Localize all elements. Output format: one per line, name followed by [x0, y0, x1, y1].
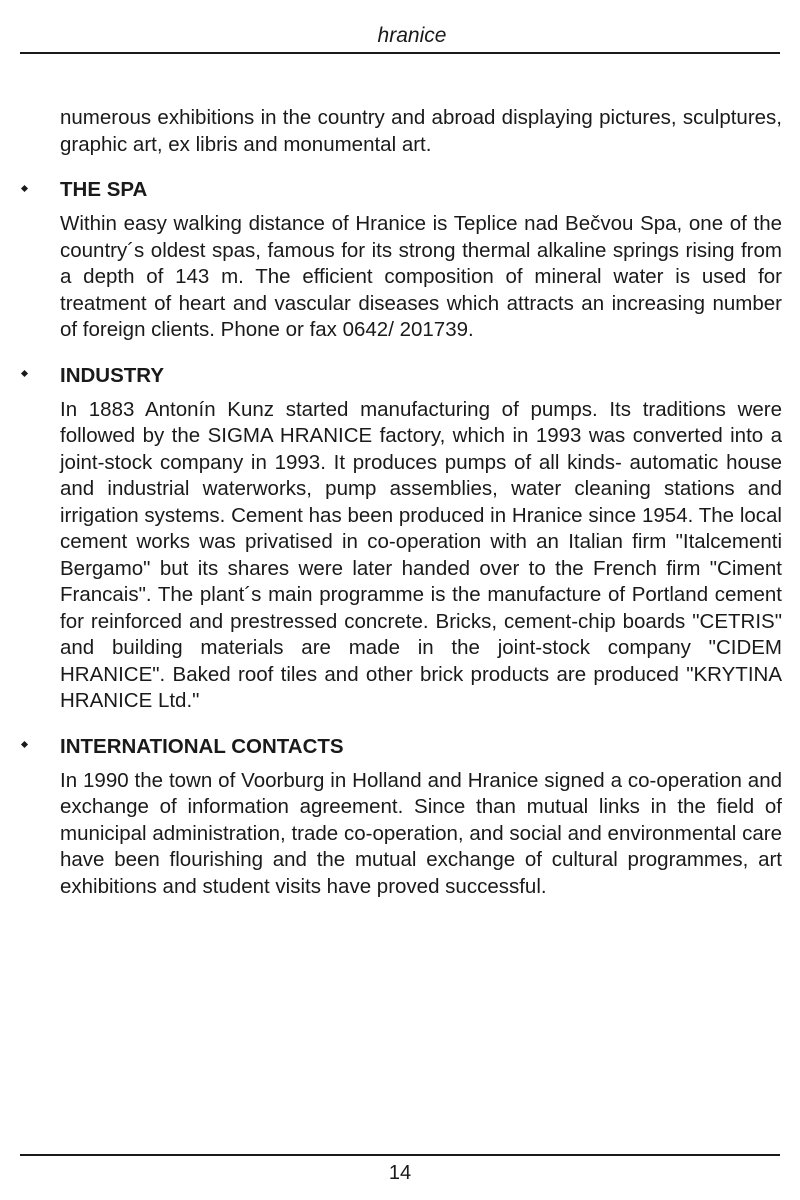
running-head-title: hranice — [377, 24, 447, 47]
page-header — [20, 22, 780, 54]
section-the-spa — [60, 177, 782, 344]
section-heading: INTERNATIONAL CONTACTS — [60, 734, 344, 758]
diamond-bullet-icon — [20, 370, 28, 378]
section-paragraph: In 1883 Antonín Kunz started manufacturing of pumps. Its traditions were followed by the SIGMA HRANICE factory, which in 1993 was converted into a joint-stock company in 1993. It produces pumps of all kinds- automatic house and industrial waterworks, pump assemblies, water cleaning stations and irrigation systems. Cement has been produced in Hranice since 1954. The local cement works was privatised in co-operation with an Italian firm "Italcementi Bergamo" but its shares were later handed over to the French firm "Ciment Francais". The plant´s main programme is the manufacture of Portland cement for reinforced and prestressed concrete. Bricks, cement-chip boards "CETRIS" and building materials are made in the joint-stock company "CIDEM HRANICE". Baked roof tiles and other brick products are produced "KRYTINA HRANICE Ltd." — [60, 397, 782, 712]
diamond-bullet-icon — [20, 741, 28, 749]
section-heading: INDUSTRY — [60, 363, 165, 387]
section-heading-row — [60, 734, 782, 760]
section-industry — [60, 363, 782, 715]
footer-rule — [20, 1154, 780, 1156]
section-international-contacts — [60, 734, 782, 901]
intro-paragraph: numerous exhibitions in the country and abroad displaying pictures, sculptures, graphic art, ex libris and monumental art. — [60, 106, 782, 156]
section-heading: THE SPA — [60, 178, 148, 201]
header-rule — [20, 52, 780, 54]
page-footer — [20, 1154, 780, 1186]
section-paragraph: Within easy walking distance of Hranice is Teplice nad Bečvou Spa, one of the country´s oldest spas, famous for its strong thermal alkaline springs rising from a depth of 143 m. The efficient composition of mineral water is used for treatment of heart and vascular diseases which attracts an increasing number of foreign clients. Phone or fax 0642/ 201739. — [60, 212, 782, 341]
section-paragraph: In 1990 the town of Voorburg in Holland and Hranice signed a co-operation and exchange of information agreement. Since than mutual links in the field of municipal administration, trade co-operation, and social and environmental care have been flourishing and the mutual exchange of cultural programmes, art exhibitions and student visits have proved successful. — [60, 768, 782, 898]
section-heading-row — [60, 177, 782, 203]
section-heading-row — [60, 363, 782, 389]
diamond-bullet-icon — [20, 184, 28, 192]
page-number: 14 — [388, 1162, 412, 1184]
page-content — [60, 105, 782, 900]
